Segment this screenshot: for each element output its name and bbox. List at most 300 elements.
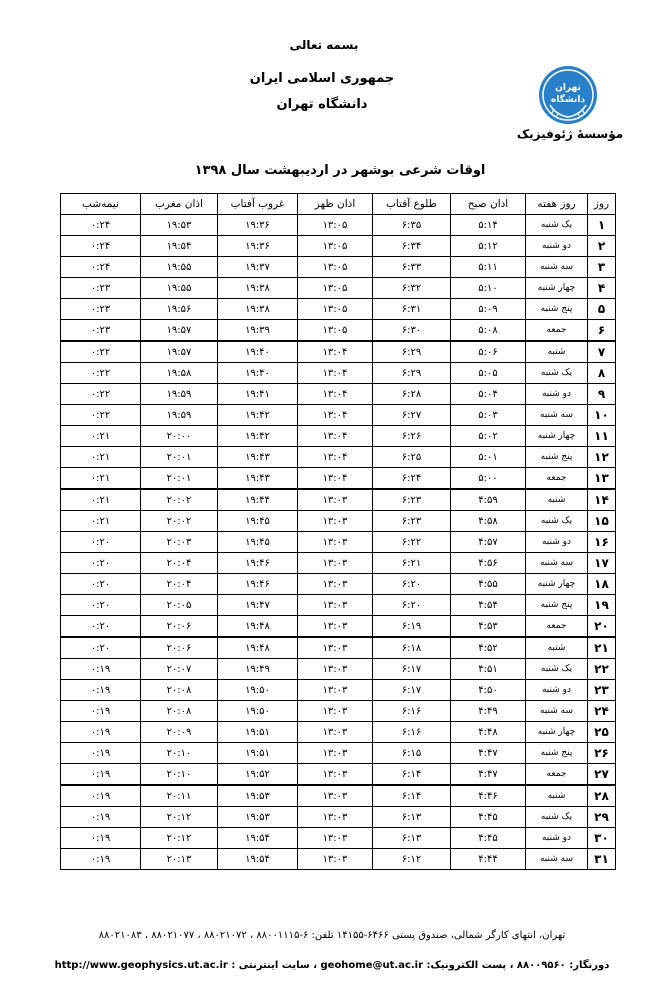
cell-midnight: ۰:۲۲ <box>61 341 141 363</box>
cell-dhuhr: ۱۳:۰۳ <box>298 616 373 638</box>
cell-midnight: ۰:۱۹ <box>61 807 141 828</box>
cell-dhuhr: ۱۳:۰۳ <box>298 637 373 659</box>
col-header-sunset: غروب آفتاب <box>218 194 298 215</box>
cell-sunset: ۱۹:۴۶ <box>218 574 298 595</box>
cell-fajr: ۴:۴۸ <box>451 722 526 743</box>
cell-sunset: ۱۹:۳۶ <box>218 236 298 257</box>
cell-fajr: ۴:۵۰ <box>451 680 526 701</box>
col-header-midnight: نیمه‌شب <box>61 194 141 215</box>
cell-sunset: ۱۹:۳۹ <box>218 320 298 342</box>
cell-day: ۱۰ <box>588 405 616 426</box>
cell-weekday: سه شنبه <box>526 701 588 722</box>
cell-fajr: ۴:۴۵ <box>451 828 526 849</box>
cell-maghrib: ۱۹:۵۵ <box>141 278 218 299</box>
cell-dhuhr: ۱۳:۰۳ <box>298 785 373 807</box>
table-row <box>61 215 616 236</box>
cell-maghrib: ۲۰:۰۹ <box>141 722 218 743</box>
table-row <box>61 511 616 532</box>
cell-sunset: ۱۹:۴۸ <box>218 637 298 659</box>
cell-day: ۱۸ <box>588 574 616 595</box>
cell-sunset: ۱۹:۵۰ <box>218 701 298 722</box>
cell-maghrib: ۱۹:۵۹ <box>141 405 218 426</box>
table-row <box>61 236 616 257</box>
cell-sunset: ۱۹:۳۷ <box>218 257 298 278</box>
cell-sunrise: ۶:۱۵ <box>373 743 451 764</box>
cell-sunrise: ۶:۲۷ <box>373 405 451 426</box>
university-logo-icon <box>538 65 598 125</box>
table-row <box>61 743 616 764</box>
table-row <box>61 595 616 616</box>
cell-dhuhr: ۱۳:۰۴ <box>298 468 373 490</box>
cell-sunrise: ۶:۲۹ <box>373 341 451 363</box>
cell-sunrise: ۶:۳۴ <box>373 236 451 257</box>
cell-maghrib: ۱۹:۵۷ <box>141 341 218 363</box>
cell-weekday: دو شنبه <box>526 384 588 405</box>
footer-fax-label: دورنگار: ۸۸۰۰۹۵۶۰ ، پست الکترونیک: <box>426 960 610 971</box>
table-row <box>61 278 616 299</box>
table-row <box>61 553 616 574</box>
cell-day: ۱ <box>588 215 616 236</box>
cell-maghrib: ۲۰:۱۲ <box>141 828 218 849</box>
cell-dhuhr: ۱۳:۰۴ <box>298 405 373 426</box>
cell-sunrise: ۶:۲۶ <box>373 426 451 447</box>
cell-maghrib: ۱۹:۵۹ <box>141 384 218 405</box>
cell-weekday: چهار شنبه <box>526 722 588 743</box>
table-row <box>61 447 616 468</box>
cell-sunset: ۱۹:۴۳ <box>218 447 298 468</box>
cell-dhuhr: ۱۳:۰۳ <box>298 743 373 764</box>
cell-day: ۳۰ <box>588 828 616 849</box>
cell-midnight: ۰:۱۹ <box>61 828 141 849</box>
cell-weekday: شنبه <box>526 785 588 807</box>
table-row <box>61 489 616 511</box>
table-row <box>61 299 616 320</box>
cell-day: ۱۹ <box>588 595 616 616</box>
cell-midnight: ۰:۲۱ <box>61 511 141 532</box>
cell-fajr: ۴:۵۷ <box>451 532 526 553</box>
cell-weekday: پنج شنبه <box>526 743 588 764</box>
cell-weekday: سه شنبه <box>526 849 588 870</box>
cell-weekday: پنج شنبه <box>526 299 588 320</box>
cell-weekday: دو شنبه <box>526 236 588 257</box>
cell-weekday: جمعه <box>526 616 588 638</box>
cell-day: ۱۵ <box>588 511 616 532</box>
cell-dhuhr: ۱۳:۰۵ <box>298 236 373 257</box>
institute-name: مؤسسۀ ژئوفیزیک <box>516 127 624 141</box>
cell-maghrib: ۲۰:۰۶ <box>141 637 218 659</box>
cell-sunset: ۱۹:۴۸ <box>218 616 298 638</box>
cell-day: ۳۱ <box>588 849 616 870</box>
cell-dhuhr: ۱۳:۰۳ <box>298 553 373 574</box>
cell-midnight: ۰:۱۹ <box>61 785 141 807</box>
cell-midnight: ۰:۲۱ <box>61 426 141 447</box>
table-row <box>61 849 616 870</box>
cell-sunrise: ۶:۱۳ <box>373 807 451 828</box>
cell-fajr: ۵:۱۴ <box>451 215 526 236</box>
cell-midnight: ۰:۲۱ <box>61 468 141 490</box>
cell-sunrise: ۶:۱۴ <box>373 764 451 786</box>
cell-fajr: ۴:۵۵ <box>451 574 526 595</box>
cell-maghrib: ۲۰:۰۱ <box>141 447 218 468</box>
cell-dhuhr: ۱۳:۰۳ <box>298 764 373 786</box>
table-row <box>61 257 616 278</box>
table-row <box>61 405 616 426</box>
cell-sunset: ۱۹:۵۳ <box>218 785 298 807</box>
cell-maghrib: ۲۰:۰۷ <box>141 659 218 680</box>
cell-midnight: ۰:۲۲ <box>61 363 141 384</box>
cell-dhuhr: ۱۳:۰۴ <box>298 426 373 447</box>
cell-midnight: ۰:۲۴ <box>61 215 141 236</box>
table-row <box>61 680 616 701</box>
cell-sunset: ۱۹:۴۷ <box>218 595 298 616</box>
cell-weekday: سه شنبه <box>526 553 588 574</box>
cell-sunrise: ۶:۱۷ <box>373 680 451 701</box>
cell-sunset: ۱۹:۳۸ <box>218 278 298 299</box>
cell-fajr: ۵:۱۰ <box>451 278 526 299</box>
cell-fajr: ۴:۵۱ <box>451 659 526 680</box>
cell-midnight: ۰:۲۰ <box>61 595 141 616</box>
cell-fajr: ۴:۴۷ <box>451 743 526 764</box>
cell-sunset: ۱۹:۳۶ <box>218 215 298 236</box>
col-header-fajr: اذان صبح <box>451 194 526 215</box>
cell-fajr: ۴:۵۳ <box>451 616 526 638</box>
table-row <box>61 384 616 405</box>
cell-fajr: ۴:۴۷ <box>451 764 526 786</box>
cell-weekday: جمعه <box>526 320 588 342</box>
cell-fajr: ۵:۰۹ <box>451 299 526 320</box>
cell-dhuhr: ۱۳:۰۳ <box>298 489 373 511</box>
cell-fajr: ۵:۰۸ <box>451 320 526 342</box>
cell-sunrise: ۶:۲۳ <box>373 511 451 532</box>
cell-dhuhr: ۱۳:۰۴ <box>298 384 373 405</box>
table-row <box>61 320 616 342</box>
cell-midnight: ۰:۱۹ <box>61 849 141 870</box>
cell-maghrib: ۱۹:۵۶ <box>141 299 218 320</box>
cell-sunrise: ۶:۲۳ <box>373 489 451 511</box>
cell-day: ۱۷ <box>588 553 616 574</box>
cell-maghrib: ۱۹:۵۷ <box>141 320 218 342</box>
col-header-day: روز <box>588 194 616 215</box>
cell-maghrib: ۲۰:۱۳ <box>141 849 218 870</box>
cell-sunset: ۱۹:۴۲ <box>218 426 298 447</box>
cell-dhuhr: ۱۳:۰۳ <box>298 828 373 849</box>
col-header-sunrise: طلوع آفتاب <box>373 194 451 215</box>
cell-dhuhr: ۱۳:۰۳ <box>298 807 373 828</box>
cell-weekday: جمعه <box>526 764 588 786</box>
cell-fajr: ۴:۵۶ <box>451 553 526 574</box>
cell-dhuhr: ۱۳:۰۵ <box>298 257 373 278</box>
table-row <box>61 637 616 659</box>
cell-fajr: ۴:۵۸ <box>451 511 526 532</box>
cell-day: ۸ <box>588 363 616 384</box>
cell-dhuhr: ۱۳:۰۵ <box>298 299 373 320</box>
cell-midnight: ۰:۱۹ <box>61 764 141 786</box>
cell-sunset: ۱۹:۵۳ <box>218 807 298 828</box>
cell-dhuhr: ۱۳:۰۳ <box>298 680 373 701</box>
cell-sunrise: ۶:۲۰ <box>373 595 451 616</box>
cell-weekday: یک شنبه <box>526 215 588 236</box>
cell-sunset: ۱۹:۴۰ <box>218 341 298 363</box>
cell-day: ۲۴ <box>588 701 616 722</box>
cell-fajr: ۴:۴۶ <box>451 785 526 807</box>
cell-day: ۲۳ <box>588 680 616 701</box>
cell-day: ۲۲ <box>588 659 616 680</box>
cell-weekday: سه شنبه <box>526 405 588 426</box>
university-name: دانشگاه تهران <box>276 97 368 112</box>
cell-dhuhr: ۱۳:۰۵ <box>298 278 373 299</box>
cell-weekday: جمعه <box>526 468 588 490</box>
cell-midnight: ۰:۲۲ <box>61 405 141 426</box>
cell-sunrise: ۶:۳۰ <box>373 320 451 342</box>
cell-dhuhr: ۱۳:۰۳ <box>298 849 373 870</box>
cell-midnight: ۰:۱۹ <box>61 743 141 764</box>
cell-midnight: ۰:۱۹ <box>61 680 141 701</box>
cell-sunrise: ۶:۱۴ <box>373 785 451 807</box>
col-header-dhuhr: اذان ظهر <box>298 194 373 215</box>
cell-dhuhr: ۱۳:۰۳ <box>298 659 373 680</box>
cell-weekday: دو شنبه <box>526 532 588 553</box>
footer-contact <box>0 960 664 971</box>
cell-midnight: ۰:۲۱ <box>61 447 141 468</box>
cell-day: ۲۸ <box>588 785 616 807</box>
cell-sunrise: ۶:۱۷ <box>373 659 451 680</box>
cell-sunrise: ۶:۲۰ <box>373 574 451 595</box>
cell-midnight: ۰:۲۲ <box>61 384 141 405</box>
cell-midnight: ۰:۲۰ <box>61 574 141 595</box>
cell-day: ۹ <box>588 384 616 405</box>
table-row <box>61 363 616 384</box>
cell-midnight: ۰:۲۴ <box>61 257 141 278</box>
cell-midnight: ۰:۲۳ <box>61 320 141 342</box>
cell-weekday: چهار شنبه <box>526 426 588 447</box>
cell-day: ۲۹ <box>588 807 616 828</box>
cell-midnight: ۰:۲۱ <box>61 489 141 511</box>
cell-sunset: ۱۹:۵۴ <box>218 828 298 849</box>
cell-dhuhr: ۱۳:۰۵ <box>298 320 373 342</box>
table-row <box>61 807 616 828</box>
cell-dhuhr: ۱۳:۰۳ <box>298 595 373 616</box>
cell-midnight: ۰:۲۳ <box>61 299 141 320</box>
cell-dhuhr: ۱۳:۰۳ <box>298 574 373 595</box>
cell-fajr: ۴:۴۹ <box>451 701 526 722</box>
cell-weekday: سه شنبه <box>526 257 588 278</box>
table-row <box>61 722 616 743</box>
cell-maghrib: ۲۰:۰۴ <box>141 553 218 574</box>
cell-maghrib: ۱۹:۵۳ <box>141 215 218 236</box>
cell-sunrise: ۶:۱۹ <box>373 616 451 638</box>
cell-maghrib: ۲۰:۰۸ <box>141 680 218 701</box>
cell-weekday: یک شنبه <box>526 363 588 384</box>
cell-maghrib: ۲۰:۰۴ <box>141 574 218 595</box>
cell-sunrise: ۶:۳۵ <box>373 215 451 236</box>
cell-sunrise: ۶:۳۱ <box>373 299 451 320</box>
cell-sunrise: ۶:۲۲ <box>373 532 451 553</box>
cell-sunset: ۱۹:۵۱ <box>218 722 298 743</box>
cell-fajr: ۵:۰۱ <box>451 447 526 468</box>
cell-midnight: ۰:۱۹ <box>61 659 141 680</box>
cell-day: ۱۲ <box>588 447 616 468</box>
cell-day: ۲۵ <box>588 722 616 743</box>
cell-maghrib: ۲۰:۰۵ <box>141 595 218 616</box>
cell-maghrib: ۲۰:۱۰ <box>141 743 218 764</box>
footer-site-label: ، سایت اینترنتی : <box>231 960 318 971</box>
cell-sunrise: ۶:۲۱ <box>373 553 451 574</box>
cell-day: ۲۱ <box>588 637 616 659</box>
cell-fajr: ۵:۱۱ <box>451 257 526 278</box>
cell-sunset: ۱۹:۵۱ <box>218 743 298 764</box>
cell-day: ۱۱ <box>588 426 616 447</box>
country-name: جمهوری اسلامی ایران <box>249 71 395 86</box>
cell-fajr: ۴:۵۹ <box>451 489 526 511</box>
cell-day: ۲۰ <box>588 616 616 638</box>
col-header-weekday: روز هفته <box>526 194 588 215</box>
cell-fajr: ۵:۰۳ <box>451 405 526 426</box>
cell-day: ۱۶ <box>588 532 616 553</box>
cell-day: ۲ <box>588 236 616 257</box>
cell-fajr: ۵:۱۲ <box>451 236 526 257</box>
cell-sunset: ۱۹:۴۶ <box>218 553 298 574</box>
cell-midnight: ۰:۲۰ <box>61 616 141 638</box>
cell-sunset: ۱۹:۴۴ <box>218 489 298 511</box>
cell-day: ۳ <box>588 257 616 278</box>
cell-sunrise: ۶:۲۸ <box>373 384 451 405</box>
col-header-maghrib: اذان مغرب <box>141 194 218 215</box>
cell-midnight: ۰:۲۳ <box>61 278 141 299</box>
cell-sunset: ۱۹:۴۱ <box>218 384 298 405</box>
table-row <box>61 468 616 490</box>
cell-maghrib: ۲۰:۰۱ <box>141 468 218 490</box>
cell-day: ۷ <box>588 341 616 363</box>
cell-fajr: ۴:۴۵ <box>451 807 526 828</box>
cell-weekday: شنبه <box>526 341 588 363</box>
cell-dhuhr: ۱۳:۰۳ <box>298 511 373 532</box>
cell-dhuhr: ۱۳:۰۵ <box>298 215 373 236</box>
cell-fajr: ۵:۰۵ <box>451 363 526 384</box>
cell-dhuhr: ۱۳:۰۳ <box>298 532 373 553</box>
cell-sunset: ۱۹:۵۴ <box>218 849 298 870</box>
table-row <box>61 764 616 786</box>
cell-day: ۵ <box>588 299 616 320</box>
cell-weekday: چهار شنبه <box>526 278 588 299</box>
cell-fajr: ۵:۰۲ <box>451 426 526 447</box>
table-row <box>61 785 616 807</box>
cell-sunrise: ۶:۱۸ <box>373 637 451 659</box>
table-row <box>61 532 616 553</box>
table-header-row <box>61 194 616 215</box>
cell-sunset: ۱۹:۴۰ <box>218 363 298 384</box>
cell-fajr: ۵:۰۰ <box>451 468 526 490</box>
cell-maghrib: ۲۰:۰۲ <box>141 511 218 532</box>
prayer-times-table <box>60 193 616 870</box>
cell-day: ۱۴ <box>588 489 616 511</box>
cell-fajr: ۴:۵۴ <box>451 595 526 616</box>
logo-text-bottom: دانشگاه <box>550 95 586 105</box>
cell-sunset: ۱۹:۴۹ <box>218 659 298 680</box>
table-row <box>61 574 616 595</box>
cell-weekday: پنج شنبه <box>526 595 588 616</box>
cell-weekday: چهار شنبه <box>526 574 588 595</box>
footer-address: تهران، انتهای کارگر شمالی، صندوق پستی ۶۴۶۶-۱۴۱۵۵ تلفن: ۶-۸۸۰۰۱۱۱۵ ، ۸۸۰۲۱۰۷۲ ، ۸۸۰۲۱۰۷۷ ، ۸۸۰۲۱۰۸۳ <box>98 930 566 941</box>
university-logo <box>538 65 598 125</box>
table-row <box>61 341 616 363</box>
cell-dhuhr: ۱۳:۰۴ <box>298 447 373 468</box>
cell-dhuhr: ۱۳:۰۴ <box>298 341 373 363</box>
cell-midnight: ۰:۲۰ <box>61 553 141 574</box>
cell-maghrib: ۲۰:۰۸ <box>141 701 218 722</box>
cell-weekday: یک شنبه <box>526 511 588 532</box>
cell-sunset: ۱۹:۴۵ <box>218 532 298 553</box>
cell-midnight: ۰:۱۹ <box>61 722 141 743</box>
cell-midnight: ۰:۲۴ <box>61 236 141 257</box>
cell-sunrise: ۶:۱۳ <box>373 828 451 849</box>
cell-sunrise: ۶:۱۶ <box>373 701 451 722</box>
cell-sunset: ۱۹:۳۸ <box>218 299 298 320</box>
cell-day: ۲۶ <box>588 743 616 764</box>
cell-sunrise: ۶:۳۳ <box>373 257 451 278</box>
cell-sunset: ۱۹:۵۲ <box>218 764 298 786</box>
cell-maghrib: ۱۹:۵۸ <box>141 363 218 384</box>
cell-fajr: ۴:۵۲ <box>451 637 526 659</box>
bismillah-heading: بسمه تعالی <box>289 38 359 52</box>
cell-sunrise: ۶:۲۹ <box>373 363 451 384</box>
cell-sunrise: ۶:۳۲ <box>373 278 451 299</box>
cell-maghrib: ۱۹:۵۵ <box>141 257 218 278</box>
cell-day: ۶ <box>588 320 616 342</box>
cell-maghrib: ۲۰:۱۰ <box>141 764 218 786</box>
cell-day: ۱۳ <box>588 468 616 490</box>
cell-dhuhr: ۱۳:۰۳ <box>298 722 373 743</box>
cell-weekday: شنبه <box>526 489 588 511</box>
cell-maghrib: ۲۰:۰۳ <box>141 532 218 553</box>
table-row <box>61 426 616 447</box>
cell-fajr: ۵:۰۴ <box>451 384 526 405</box>
page-title: اوقات شرعی بوشهر در اردیبهشت سال ۱۳۹۸ <box>194 163 486 178</box>
cell-dhuhr: ۱۳:۰۳ <box>298 701 373 722</box>
footer-email[interactable]: geohome@ut.ac.ir <box>320 960 424 971</box>
cell-maghrib: ۲۰:۰۶ <box>141 616 218 638</box>
cell-sunrise: ۶:۲۴ <box>373 468 451 490</box>
cell-midnight: ۰:۱۹ <box>61 701 141 722</box>
cell-weekday: یک شنبه <box>526 807 588 828</box>
cell-fajr: ۵:۰۶ <box>451 341 526 363</box>
table-row <box>61 701 616 722</box>
cell-sunset: ۱۹:۵۰ <box>218 680 298 701</box>
cell-dhuhr: ۱۳:۰۴ <box>298 363 373 384</box>
cell-sunrise: ۶:۲۵ <box>373 447 451 468</box>
table-row <box>61 659 616 680</box>
cell-fajr: ۴:۴۴ <box>451 849 526 870</box>
logo-text-top: تهران <box>555 83 581 93</box>
cell-maghrib: ۱۹:۵۴ <box>141 236 218 257</box>
cell-maghrib: ۲۰:۱۱ <box>141 785 218 807</box>
cell-weekday: پنج شنبه <box>526 447 588 468</box>
cell-day: ۴ <box>588 278 616 299</box>
cell-sunset: ۱۹:۴۵ <box>218 511 298 532</box>
cell-day: ۲۷ <box>588 764 616 786</box>
cell-sunset: ۱۹:۴۲ <box>218 405 298 426</box>
cell-weekday: شنبه <box>526 637 588 659</box>
cell-weekday: دو شنبه <box>526 680 588 701</box>
table-row <box>61 828 616 849</box>
cell-sunset: ۱۹:۴۳ <box>218 468 298 490</box>
cell-weekday: دو شنبه <box>526 828 588 849</box>
footer-website[interactable]: http://www.geophysics.ut.ac.ir <box>54 960 228 971</box>
cell-maghrib: ۲۰:۰۰ <box>141 426 218 447</box>
cell-sunrise: ۶:۱۲ <box>373 849 451 870</box>
cell-weekday: یک شنبه <box>526 659 588 680</box>
cell-midnight: ۰:۲۰ <box>61 637 141 659</box>
cell-midnight: ۰:۲۰ <box>61 532 141 553</box>
